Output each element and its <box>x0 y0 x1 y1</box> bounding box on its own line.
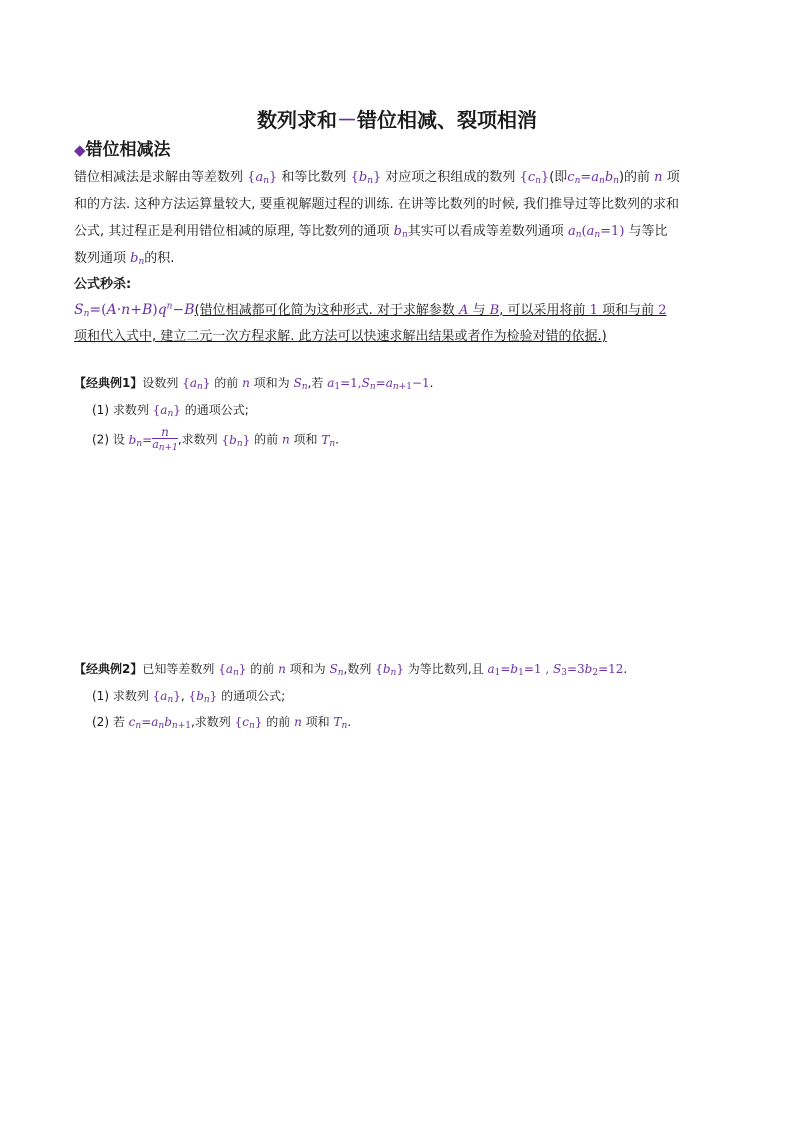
text: . <box>429 376 434 390</box>
text: )的前 <box>618 170 651 185</box>
text: 数列通项 <box>74 251 127 266</box>
text: 错位相减法是求解由等差数列 <box>74 170 244 185</box>
math: $a_1=1,S_n=a_{n+1}-1$ <box>327 376 430 392</box>
example-2-text <box>74 660 627 678</box>
intro-line-4 <box>74 247 174 267</box>
text: (2) 若 <box>92 715 125 729</box>
math: $\{a_n\}$ <box>182 376 211 392</box>
math: $\{b_n\}$ <box>221 432 251 449</box>
text: 项和为 <box>253 376 290 390</box>
math: $\{c_n\}$ <box>234 715 263 731</box>
page-title <box>0 104 794 133</box>
text: (2) 设 <box>92 432 125 447</box>
text: 其实可以看成等差数列通项 <box>407 224 564 239</box>
math: $T_n$ <box>321 432 336 449</box>
title-dash: － <box>337 108 357 132</box>
math: n <box>242 376 250 390</box>
math: $\{a_n\}$ <box>152 689 181 705</box>
text: 为等比数列,且 <box>407 662 484 676</box>
math: $\{a_n\}$ <box>247 170 278 186</box>
math: $S_n$ <box>329 662 344 678</box>
text: 项 <box>666 170 680 185</box>
text: 的前 <box>254 432 279 447</box>
math: $\{c_n\}$ <box>519 170 550 186</box>
text: 已知等差数列 <box>142 662 215 676</box>
text: ,求数列 <box>190 715 231 729</box>
title-rest: 错位相减、裂项相消 <box>357 108 537 132</box>
formula-label: 公式秒杀: <box>74 277 132 292</box>
text: 的积. <box>144 251 175 266</box>
diamond-icon: ◆ <box>74 141 86 159</box>
math: $c_n=a_nb_n$ <box>567 170 619 186</box>
text: (错位相减都可化简为这种形式. 对于求解参数 <box>194 303 455 318</box>
text: 的前 <box>250 662 275 676</box>
example-2-label: 【经典例2】 <box>74 662 143 676</box>
text: ,数列 <box>343 662 372 676</box>
fraction: $\frac{n}{a_{n+1}}$ <box>152 425 178 453</box>
math: $\{b_n\}$ <box>350 170 382 186</box>
intro-line-2: 和的方法. 这种方法运算量较大, 要重视解题过程的训练. 在讲等比数列的时候, 我们推导过等比数列的求和 <box>74 197 680 212</box>
text: 公式, 其过程正是利用错位相减的原理, 等比数列的通项 <box>74 224 390 239</box>
text: . <box>335 432 339 447</box>
text: 的通项公式; <box>221 689 286 703</box>
text: . <box>623 662 628 676</box>
math: $S_n$ <box>293 376 308 392</box>
text: 对应项之积组成的数列 <box>385 170 516 185</box>
text: 的通项公式; <box>184 403 249 417</box>
math: $c_n=a_nb_{n+1}$ <box>128 715 191 731</box>
text: 项和与前 <box>602 303 655 318</box>
section-heading-text: 错位相减法 <box>85 140 171 160</box>
example-1-label: 【经典例1】 <box>74 376 143 390</box>
text: (即 <box>549 170 568 185</box>
intro-line-1 <box>74 166 680 186</box>
text: , <box>180 689 185 703</box>
text: ,求数列 <box>177 432 218 447</box>
formula-line-1 <box>74 299 667 319</box>
intro-line-3 <box>74 220 668 240</box>
section-heading <box>74 135 171 160</box>
text: 与 <box>472 303 486 318</box>
math: $T_n$ <box>333 715 348 731</box>
math: $\{a_n\}$ <box>218 662 247 678</box>
text: 和等比数列 <box>281 170 347 185</box>
math: $\{b_n\}$ <box>188 689 218 705</box>
formula-expression: $S_n=(A\cdot n+B)q^n-B$ <box>74 301 195 319</box>
text: 设数列 <box>142 376 179 390</box>
text: 的前 <box>266 715 291 729</box>
math: $b_n=$ <box>128 432 153 449</box>
text: (1) 求数列 <box>92 403 149 417</box>
formula-note: (错位相减都可化简为这种形式. 对于求解参数 A 与 B, 可以采用将前 1 项和与前 2 <box>194 303 667 318</box>
example-2-q2 <box>92 713 351 731</box>
title-main: 数列求和 <box>257 108 337 132</box>
text: . <box>347 715 352 729</box>
text: 项和为 <box>289 662 326 676</box>
math: n <box>654 170 663 185</box>
text: 与等比 <box>628 224 668 239</box>
math: $b_n$ <box>130 251 145 267</box>
text: (1) 求数列 <box>92 689 149 703</box>
math: n <box>294 715 302 729</box>
math: $\{a_n\}$ <box>152 403 181 419</box>
example-1-q2 <box>92 426 339 454</box>
math: $\{b_n\}$ <box>375 662 404 678</box>
example-1-text <box>74 374 433 392</box>
math: $a_1=b_1=1$ , $S_3=3b_2=12$ <box>487 662 624 678</box>
formula-line-2: 项和代入式中, 建立二元一次方程求解. 此方法可以快速求解出结果或者作为检验对错的依据.) <box>74 329 607 344</box>
text: 的前 <box>214 376 239 390</box>
text: 项和 <box>293 432 318 447</box>
text: , 可以采用将前 <box>499 303 586 318</box>
text: ,若 <box>307 376 324 390</box>
math: $a_n(a_n=1)$ <box>567 224 625 240</box>
example-2-q1 <box>92 687 285 705</box>
math: n <box>278 662 286 676</box>
math: $b_n$ <box>393 224 408 240</box>
example-1-q1 <box>92 401 249 419</box>
math: n <box>281 432 290 447</box>
text: 项和 <box>305 715 330 729</box>
